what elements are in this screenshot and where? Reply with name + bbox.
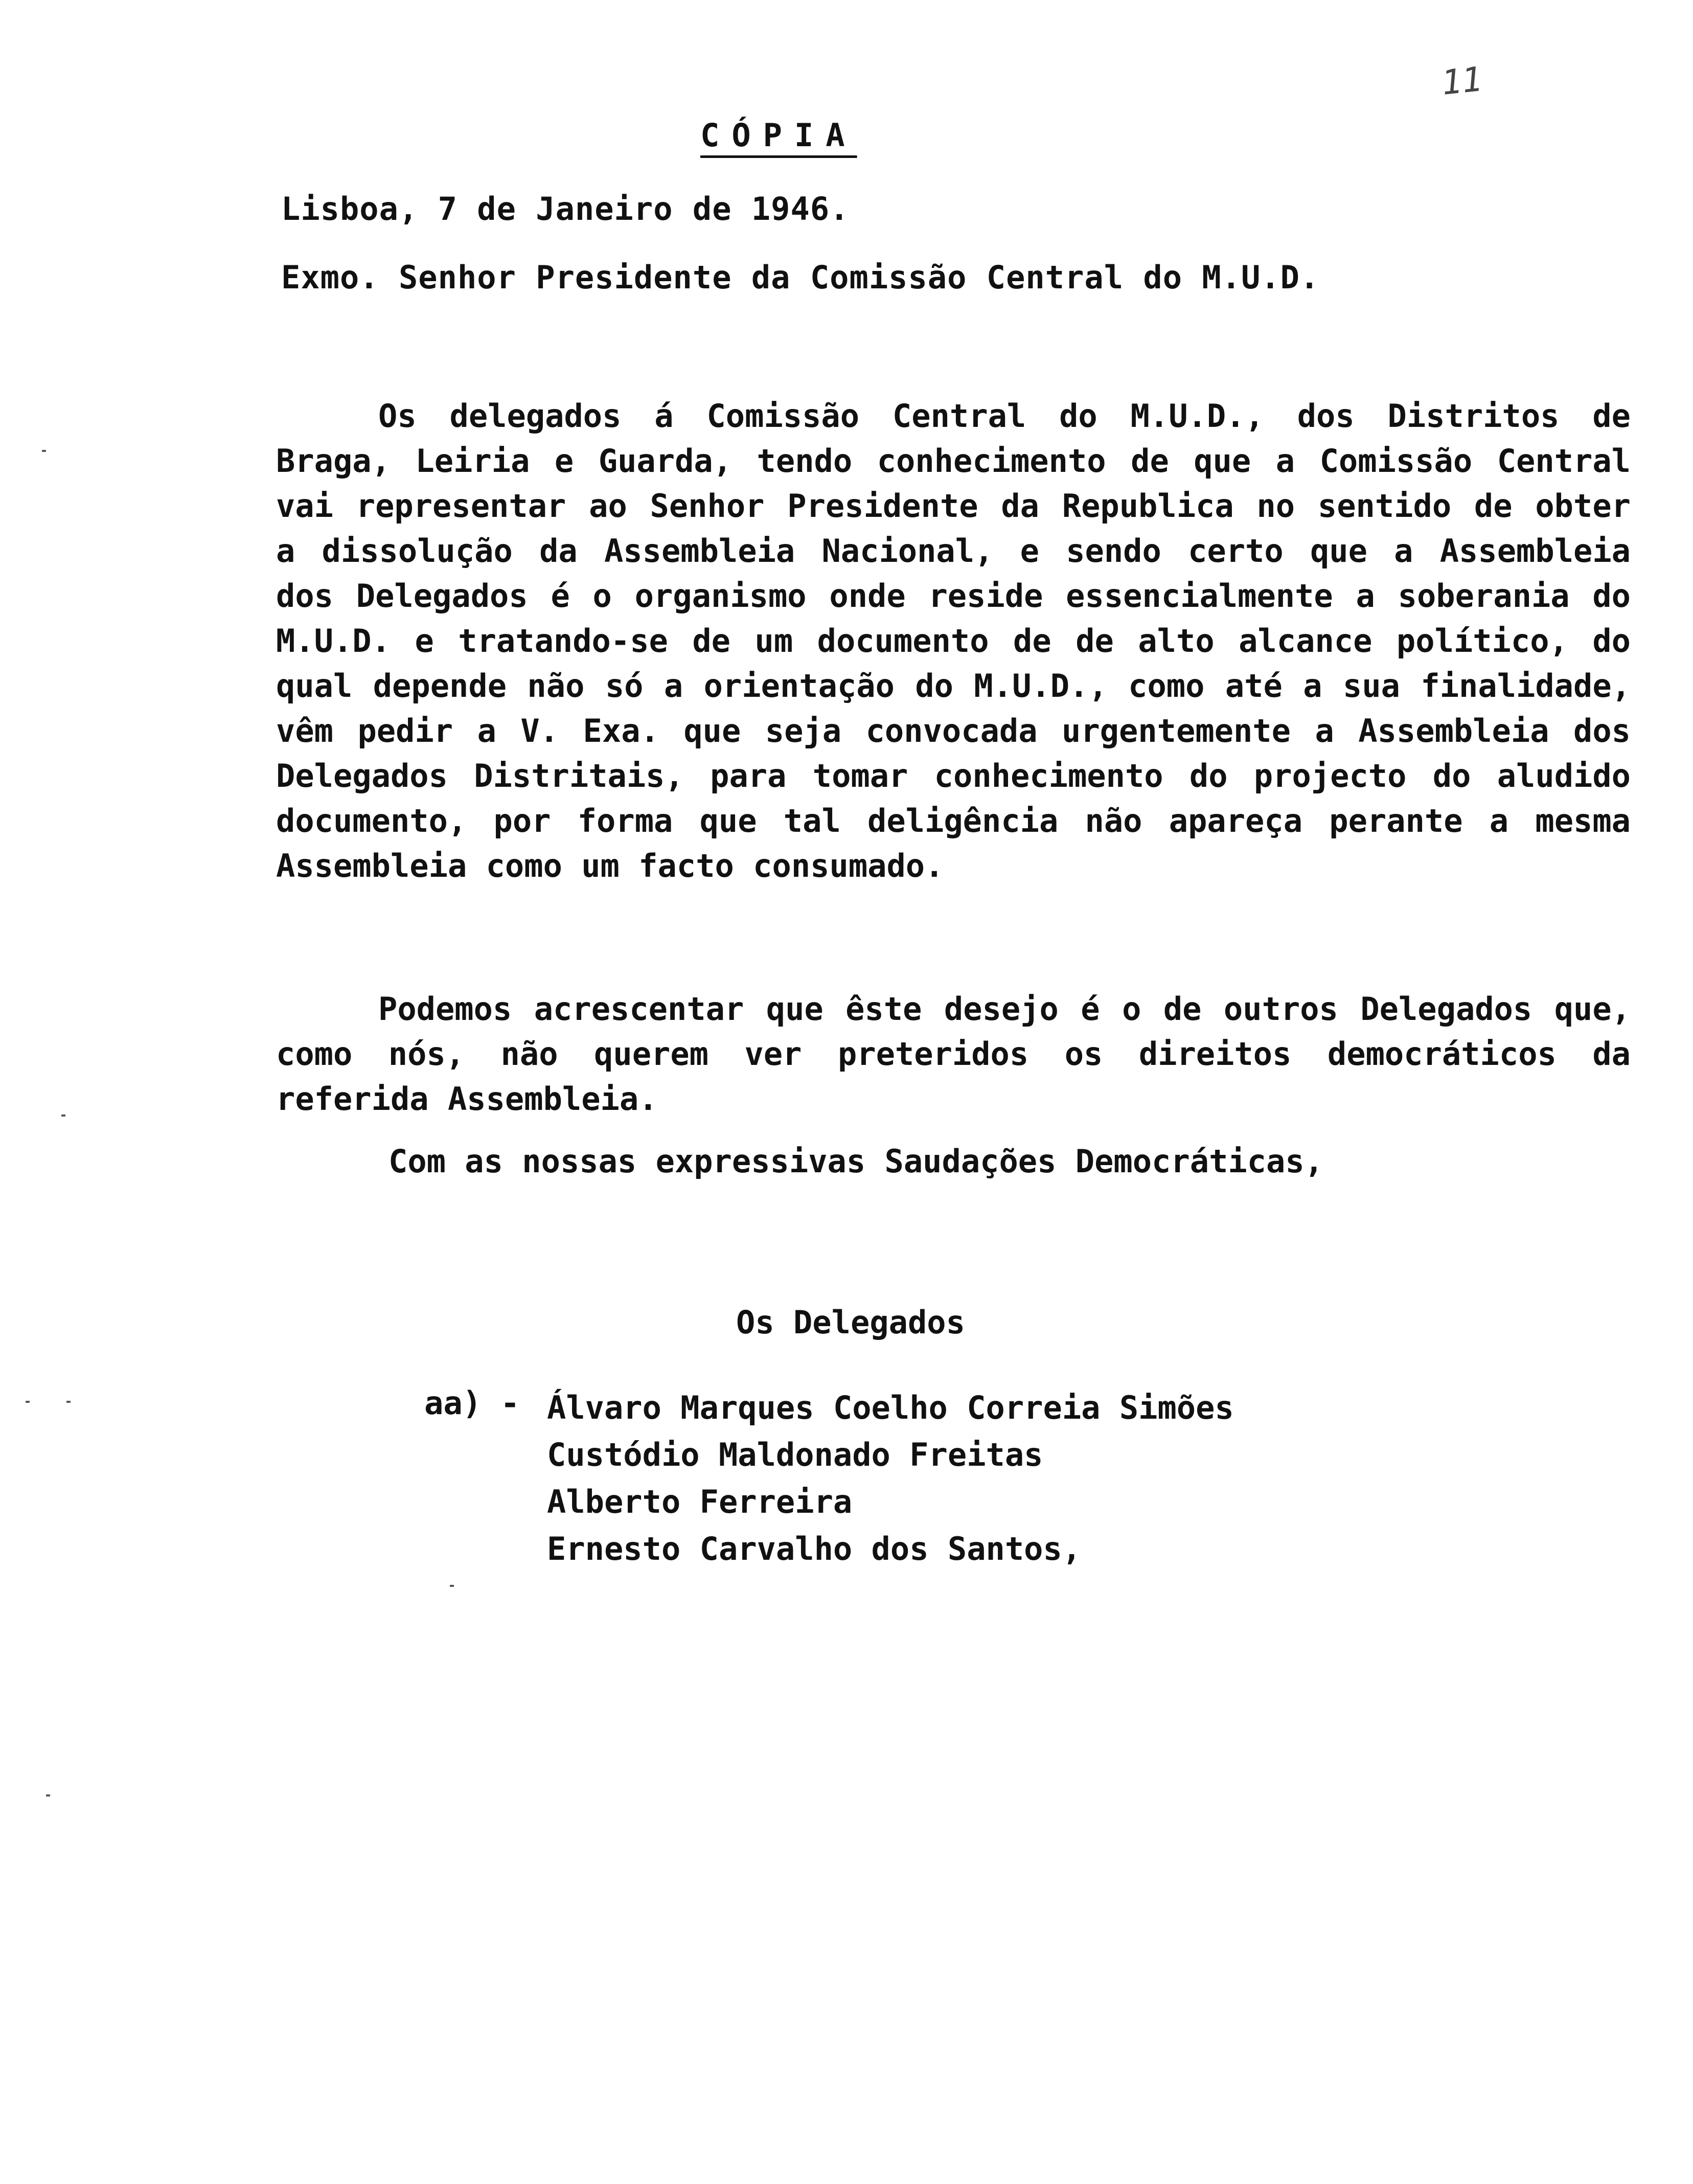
date-line: Lisboa, 7 de Janeiro de 1946. [281,190,850,228]
body-paragraph-2: Podemos acrescentar que êste desejo é o de outros Delegados que, como nós, não querem ver preteridos os direitos democráticos da referida Assembleia. [276,990,1631,1118]
document-title: CÓPIA [700,117,857,154]
signoff-heading: Os Delegados [736,1304,965,1341]
closing-line: Com as nossas expressivas Saudações Democráticas, [388,1143,1324,1180]
scan-speck [450,1585,454,1587]
recipient-line: Exmo. Senhor Presidente da Comissão Central do M.U.D. [281,259,1320,296]
signatory-name: Alberto Ferreira [547,1483,853,1520]
scan-speck [42,450,46,452]
scan-speck [26,1401,30,1403]
signatory-name: Ernesto Carvalho dos Santos, [547,1530,1082,1567]
body-paragraph-1: Os delegados á Comissão Central do M.U.D., dos Distritos de Braga, Leiria e Guarda, tendo conhecimento de que a Comissão Central vai representar ao Senhor Presidente da Republica no sentido de obter a dissolução da Assembleia Nacional, e sendo certo que a Assembleia dos Delegados é o organismo onde reside essencialmente a soberania do M.U.D. e tratando-se de um documento de de alto alcance político, do qual depende não só a orientação do M.U.D., como até a sua finalidade, vêm pedir a V. Exa. que seja convocada urgentemente a Assembleia dos Delegados Distritais, para tomar conhecimento do projecto do aludido documento, por forma que tal deligência não apareça perante a mesma Assembleia como um facto consumado. [276,397,1631,884]
page-number-mark: 11 [1439,59,1484,103]
scan-speck [66,1401,71,1403]
signature-prefix: aa) - [424,1384,520,1422]
scan-speck [46,1794,50,1796]
signatory-name: Custódio Maldonado Freitas [547,1436,1043,1473]
signatory-list [547,1384,1234,1573]
scan-speck [61,1114,65,1117]
signatory-name: Álvaro Marques Coelho Correia Simões [547,1389,1234,1426]
